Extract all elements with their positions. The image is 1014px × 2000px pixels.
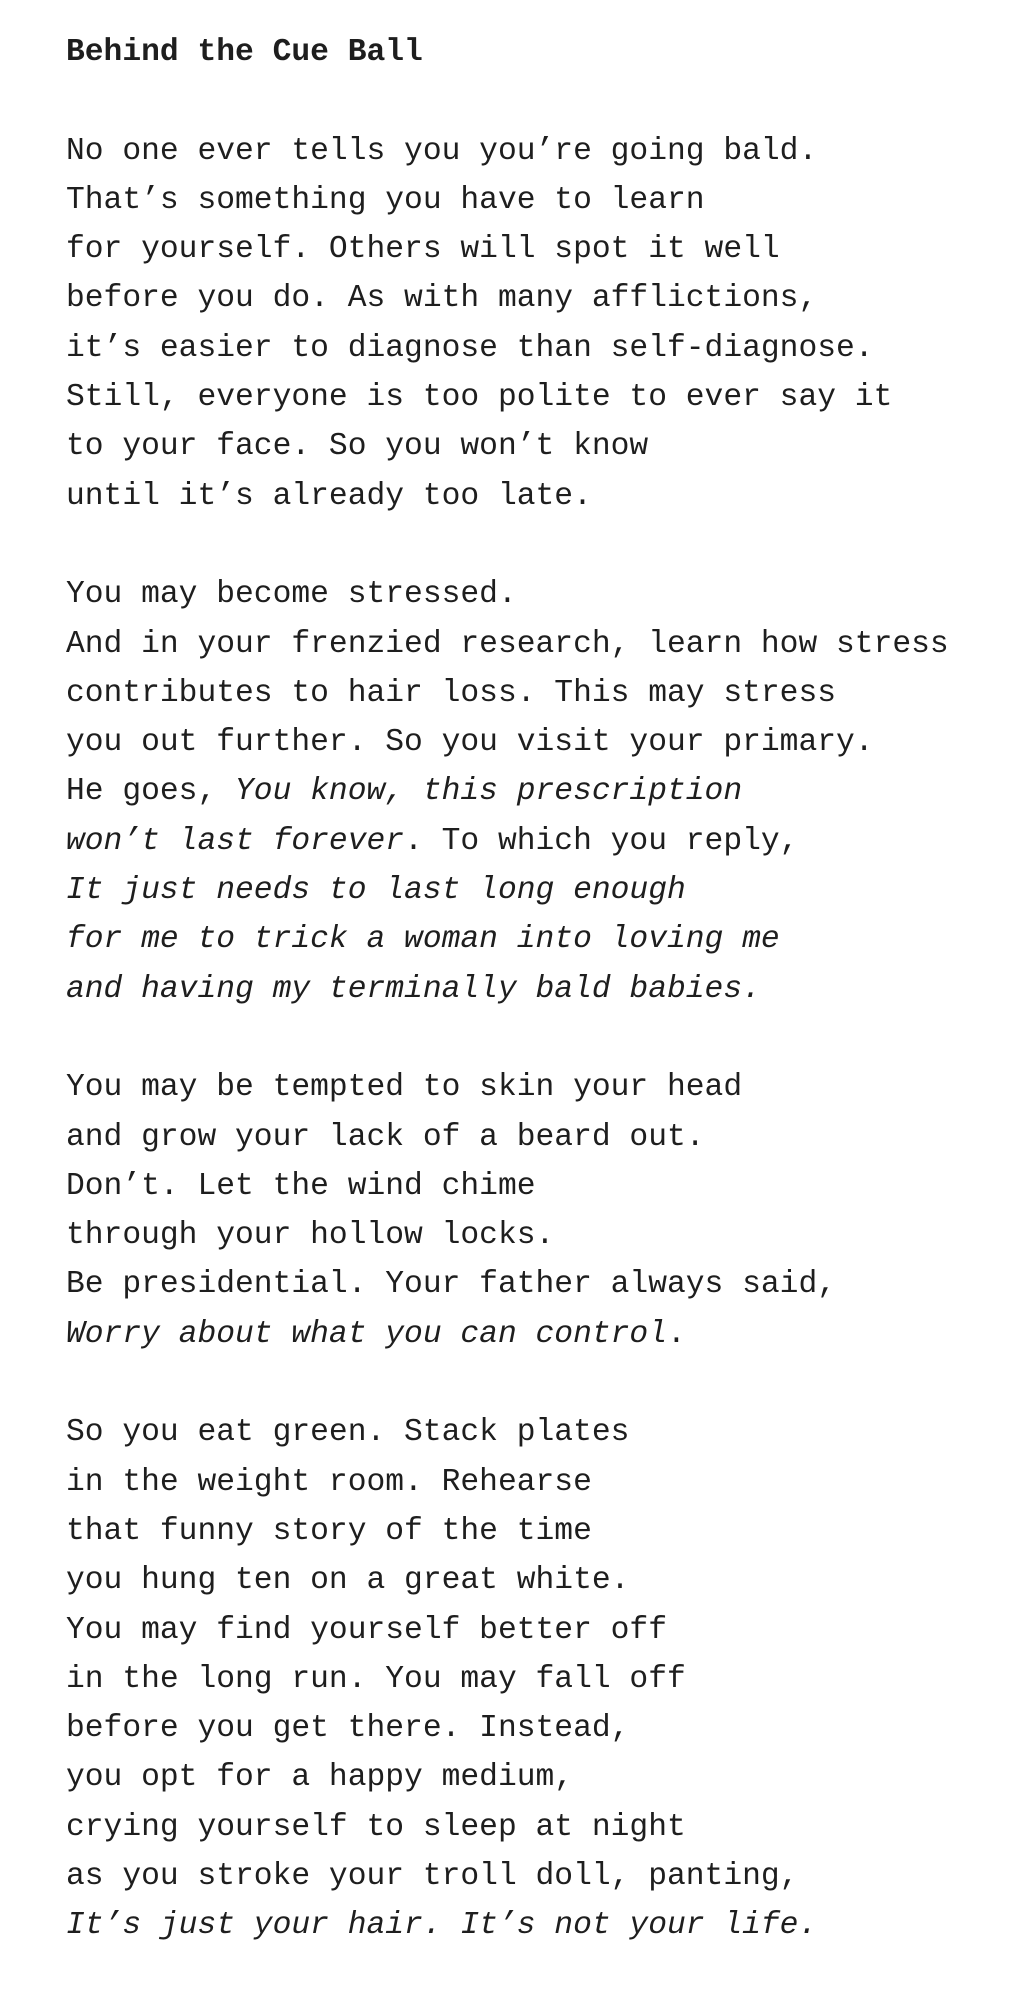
poem-line [66, 570, 974, 619]
poem-segment: before you get there. Instead, [66, 1711, 630, 1747]
poem-segment: That’s something you have to learn [66, 182, 705, 218]
poem-segment: that funny story of the time [66, 1513, 592, 1549]
poem-segment-italic: Worry about what you can control [66, 1316, 667, 1352]
poem-line [66, 1458, 974, 1507]
poem-line [66, 324, 974, 373]
poem-line [66, 669, 974, 718]
poem-line [66, 1606, 974, 1655]
poem-line [66, 817, 974, 866]
poem-segment: contributes to hair loss. This may stress [66, 675, 837, 711]
poem-segment: No one ever tells you you’re going bald. [66, 133, 818, 169]
poem-segment: before you do. As with many afflictions, [66, 281, 818, 317]
poem-segment: Be presidential. Your father always said, [66, 1267, 837, 1303]
poem-segment-italic: for me to trick a woman into loving me [66, 922, 780, 958]
poem-line [66, 225, 974, 274]
poem-segment: you opt for a happy medium, [66, 1760, 574, 1796]
poem-line [66, 1063, 974, 1112]
poem-segment: And in your frenzied research, learn how stress [66, 626, 949, 662]
poem-segment: You may find yourself better off [66, 1612, 667, 1648]
poem-segment-italic: It’s just your hair. It’s not your life. [66, 1908, 818, 1944]
poem-line [66, 1260, 974, 1309]
poem-segment-italic: It just needs to last long enough [66, 873, 686, 909]
poem-line [66, 1803, 974, 1852]
poem-line [66, 1704, 974, 1753]
poem-line [66, 422, 974, 471]
poem-line [66, 1753, 974, 1802]
poem-line [66, 373, 974, 422]
poem-segment: . [667, 1316, 686, 1352]
poem-title: Behind the Cue Ball [66, 35, 423, 70]
poem-segment: through your hollow locks. [66, 1218, 555, 1254]
poem-segment-italic: won’t last forever [66, 823, 405, 859]
poem-segment: until it’s already too late. [66, 478, 592, 514]
poem-line [66, 127, 974, 176]
poem-line [66, 1507, 974, 1556]
poem-segment: you hung ten on a great white. [66, 1563, 630, 1599]
poem-line [66, 1211, 974, 1260]
poem-segment: You may become stressed. [66, 577, 517, 613]
poem-segment: So you eat green. Stack plates [66, 1415, 630, 1451]
poem-segment: crying yourself to sleep at night [66, 1809, 686, 1845]
poem-line [66, 1852, 974, 1901]
poem-segment: to your face. So you won’t know [66, 429, 649, 465]
poem-segment: . To which you reply, [404, 823, 799, 859]
poem-line [66, 472, 974, 521]
poem-body [66, 127, 974, 1951]
poem-line [66, 1113, 974, 1162]
poem-line [66, 718, 974, 767]
poem-segment: as you stroke your troll doll, panting, [66, 1858, 799, 1894]
poem-line [66, 1901, 974, 1950]
poem-line [66, 767, 974, 816]
poem-line [66, 1310, 974, 1359]
poem-line [66, 1162, 974, 1211]
poem-segment: and grow your lack of a beard out. [66, 1119, 705, 1155]
poem-segment: in the weight room. Rehearse [66, 1464, 592, 1500]
poem-line [66, 965, 974, 1014]
poem-segment: it’s easier to diagnose than self-diagnose. [66, 330, 874, 366]
poem-line [66, 176, 974, 225]
poem-line [66, 866, 974, 915]
poem-line [66, 1556, 974, 1605]
poem-line [66, 1655, 974, 1704]
poem-segment-italic: and having my terminally bald babies. [66, 971, 761, 1007]
stanza [66, 1063, 974, 1359]
stanza [66, 127, 974, 521]
poem-segment-italic: You know, this prescription [235, 774, 743, 810]
poem-segment: Still, everyone is too polite to ever say it [66, 380, 893, 416]
poem-line [66, 915, 974, 964]
stanza [66, 1408, 974, 1950]
poem-segment: in the long run. You may fall off [66, 1661, 686, 1697]
poem-line [66, 274, 974, 323]
poem-segment: Don’t. Let the wind chime [66, 1168, 536, 1204]
poem-line [66, 620, 974, 669]
poem-segment: you out further. So you visit your primary. [66, 725, 874, 761]
poem-segment: for yourself. Others will spot it well [66, 232, 780, 268]
poem-segment: He goes, [66, 774, 236, 810]
poem-line [66, 1408, 974, 1457]
stanza [66, 570, 974, 1014]
poem-segment: You may be tempted to skin your head [66, 1070, 743, 1106]
